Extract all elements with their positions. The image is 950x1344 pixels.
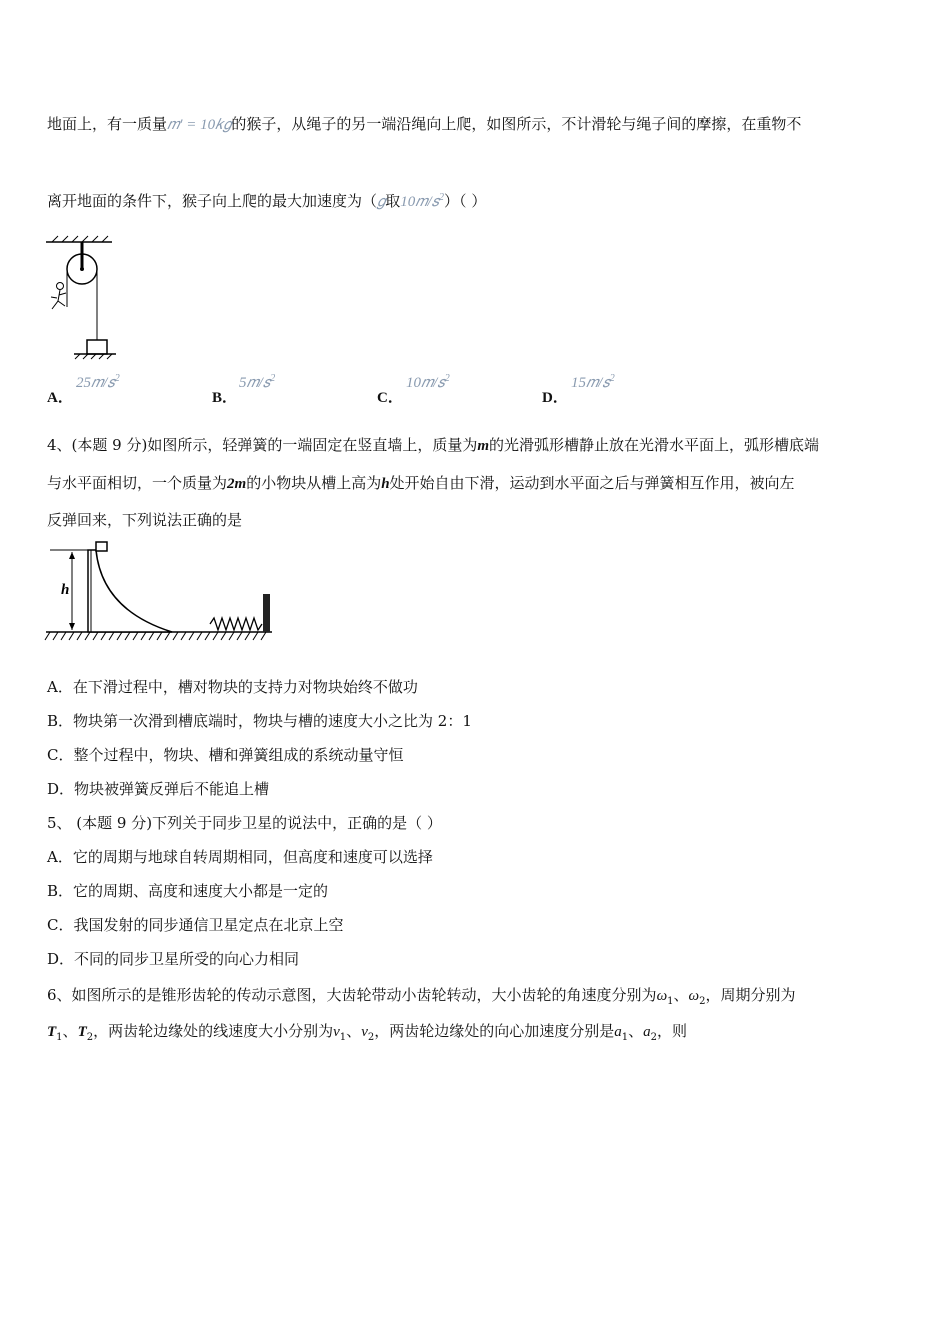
pulley-monkey-figure <box>44 235 120 361</box>
q3-option-c-label: C． <box>377 390 403 406</box>
q3-option-b-value: 5𝑚/𝑠$^2$ <box>239 373 276 391</box>
mass-formula: 𝑚′ = 10𝑘𝑔 <box>167 117 232 133</box>
q5-option-d: D．不同的同步卫星所受的向心力相同 <box>47 950 300 968</box>
q3-option-d-value: 15𝑚/𝑠$^2$ <box>571 373 615 391</box>
q4-line2: 与水平面相切，一个质量为2m的小物块从槽上高为h处开始自由下滑，运动到水平面之后与弹簧相互作用，被向左 <box>47 474 795 492</box>
q5-option-a: A．它的周期与地球自转周期相同，但高度和速度可以选择 <box>47 848 433 866</box>
q5-option-c: C．我国发射的同步通信卫星定点在北京上空 <box>47 916 344 934</box>
q3-option-b-label: B． <box>212 390 238 406</box>
q3-option-d-label: D． <box>542 390 568 406</box>
q4-line3: 反弹回来，下列说法正确的是 <box>47 511 243 529</box>
q5-option-b: B．它的周期、高度和速度大小都是一定的 <box>47 882 329 900</box>
gravity-formula: 10𝑚/𝑠$^2$ <box>400 192 445 210</box>
q3-option-a-value: 25𝑚/𝑠$^2$ <box>76 373 120 391</box>
q4-option-a: A．在下滑过程中，槽对物块的支持力对物块始终不做功 <box>47 678 418 696</box>
q4-option-d: D．物块被弹簧反弹后不能追上槽 <box>47 780 270 798</box>
q5-stem: 5、 (本题 9 分)下列关于同步卫星的说法中，正确的是（ ） <box>47 814 442 832</box>
q4-option-b: B．物块第一次滑到槽底端时，物块与槽的速度大小之比为 2：1 <box>47 712 472 730</box>
q6-line1: 6、如图所示的是锥形齿轮的传动示意图，大齿轮带动小齿轮转动，大小齿轮的角速度分别为$\omega_1$、$\omega_2$，周期分别为 <box>47 986 796 1007</box>
q3-option-a-label: A． <box>47 390 73 406</box>
q3-line1: 地面上，有一质量𝑚′ = 10𝑘𝑔的猴子，从绳子的另一端沿绳向上爬，如图所示，不计滑轮与绳子间的摩擦，在重物不 <box>47 115 802 133</box>
q4-option-c: C．整个过程中，物块、槽和弹簧组成的系统动量守恒 <box>47 746 404 764</box>
arc-groove-spring-figure <box>44 540 274 650</box>
height-label: h <box>61 582 70 598</box>
q6-line2: $T_1$、$T_2$，两齿轮边缘处的线速度大小分别为$v_1$、$v_2$，两齿轮边缘处的向心加速度分别是$a_1$、$a_2$，则 <box>47 1022 688 1043</box>
q3-line2: 离开地面的条件下，猴子向上爬的最大加速度为（𝑔取10𝑚/𝑠$^2$）（ ） <box>47 192 487 210</box>
q4-line1: 4、(本题 9 分)如图所示，轻弹簧的一端固定在竖直墙上，质量为m的光滑弧形槽静止放在光滑水平面上，弧形槽底端 <box>47 436 820 454</box>
q3-option-c-value: 10𝑚/𝑠$^2$ <box>406 373 450 391</box>
